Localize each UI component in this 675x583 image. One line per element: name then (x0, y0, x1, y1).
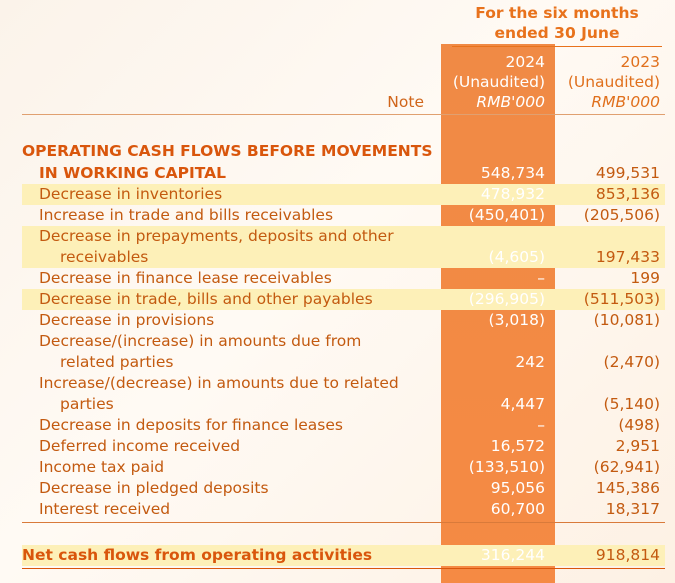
audit-prior: (Unaudited) (567, 73, 660, 91)
row-value-2024: 478,932 (480, 185, 545, 203)
row-label: Income tax paid (39, 458, 165, 476)
total-label: Net cash flows from operating activities (22, 546, 373, 564)
total-underline (22, 568, 665, 569)
row-label: IN WORKING CAPITAL (39, 164, 226, 182)
header-underline (452, 46, 662, 47)
row-label: Decrease in deposits for finance leases (39, 416, 343, 434)
table-row (22, 394, 665, 415)
table-row (22, 436, 665, 457)
row-value-2023: 199 (630, 269, 660, 287)
section-title-line1: OPERATING CASH FLOWS BEFORE MOVEMENTS (22, 142, 433, 160)
row-label: Decrease in inventories (39, 185, 223, 203)
table-row (22, 163, 665, 184)
note-column-header: Note (387, 93, 424, 111)
row-label: Decrease/(increase) in amounts due from (39, 332, 362, 350)
header-divider (22, 114, 665, 115)
year-current: 2024 (505, 53, 545, 71)
row-value-2023: 145,386 (595, 479, 660, 497)
row-value-2024: 16,572 (490, 437, 545, 455)
row-value-2024: 95,056 (490, 479, 545, 497)
row-value-2023: (498) (618, 416, 660, 434)
period-header-line2: ended 30 June (494, 24, 620, 42)
year-prior: 2023 (620, 53, 660, 71)
row-value-2023: 197,433 (595, 248, 660, 266)
table-row (22, 205, 665, 226)
row-label: Decrease in trade, bills and other payables (39, 290, 373, 308)
row-value-2023: (205,506) (583, 206, 660, 224)
total-value-2024: 316,244 (480, 546, 545, 564)
total-value-2023: 918,814 (595, 546, 660, 564)
table-row (22, 499, 665, 520)
row-value-2024: 4,447 (500, 395, 545, 413)
row-value-2023: 499,531 (595, 164, 660, 182)
period-header-line1: For the six months (475, 4, 639, 22)
table-row (22, 352, 665, 373)
row-label: parties (60, 395, 114, 413)
row-value-2024: (296,905) (468, 290, 545, 308)
row-value-2024: (133,510) (468, 458, 545, 476)
row-value-2024: (450,401) (468, 206, 545, 224)
row-label: Interest received (39, 500, 171, 518)
row-label: Deferred income received (39, 437, 241, 455)
row-value-2023: 18,317 (605, 500, 660, 518)
table-row (22, 415, 665, 436)
table-row (22, 289, 665, 310)
row-value-2024: 548,734 (480, 164, 545, 182)
unit-current: RMB'000 (476, 93, 545, 111)
row-value-2023: (10,081) (593, 311, 660, 329)
row-value-2024: (3,018) (488, 311, 545, 329)
row-label: Increase/(decrease) in amounts due to related (39, 374, 399, 392)
row-label: receivables (60, 248, 149, 266)
table-row (22, 268, 665, 289)
row-value-2024: 60,700 (490, 500, 545, 518)
row-label: Decrease in pledged deposits (39, 479, 269, 497)
table-row (22, 331, 665, 352)
row-value-2024: (4,605) (488, 248, 545, 266)
row-value-2023: (62,941) (593, 458, 660, 476)
table-row (22, 184, 665, 205)
row-value-2024: – (537, 269, 545, 287)
row-label: Decrease in finance lease receivables (39, 269, 332, 287)
unit-prior: RMB'000 (591, 93, 660, 111)
table-row (22, 247, 665, 268)
row-label: Increase in trade and bills receivables (39, 206, 334, 224)
subtotal-divider (22, 522, 665, 523)
table-row (22, 478, 665, 499)
section-title-row (22, 141, 665, 162)
row-label: Decrease in prepayments, deposits and other (39, 227, 394, 245)
row-value-2024: 242 (515, 353, 545, 371)
row-label: Decrease in provisions (39, 311, 215, 329)
row-value-2023: 2,951 (615, 437, 660, 455)
table-row (22, 226, 665, 247)
audit-current: (Unaudited) (452, 73, 545, 91)
row-value-2023: (2,470) (603, 353, 660, 371)
table-row (22, 310, 665, 331)
row-label: related parties (60, 353, 174, 371)
row-value-2023: (5,140) (603, 395, 660, 413)
total-row (22, 545, 665, 566)
row-value-2023: (511,503) (583, 290, 660, 308)
table-row (22, 373, 665, 394)
row-value-2023: 853,136 (595, 185, 660, 203)
table-row (22, 457, 665, 478)
row-value-2024: – (537, 416, 545, 434)
